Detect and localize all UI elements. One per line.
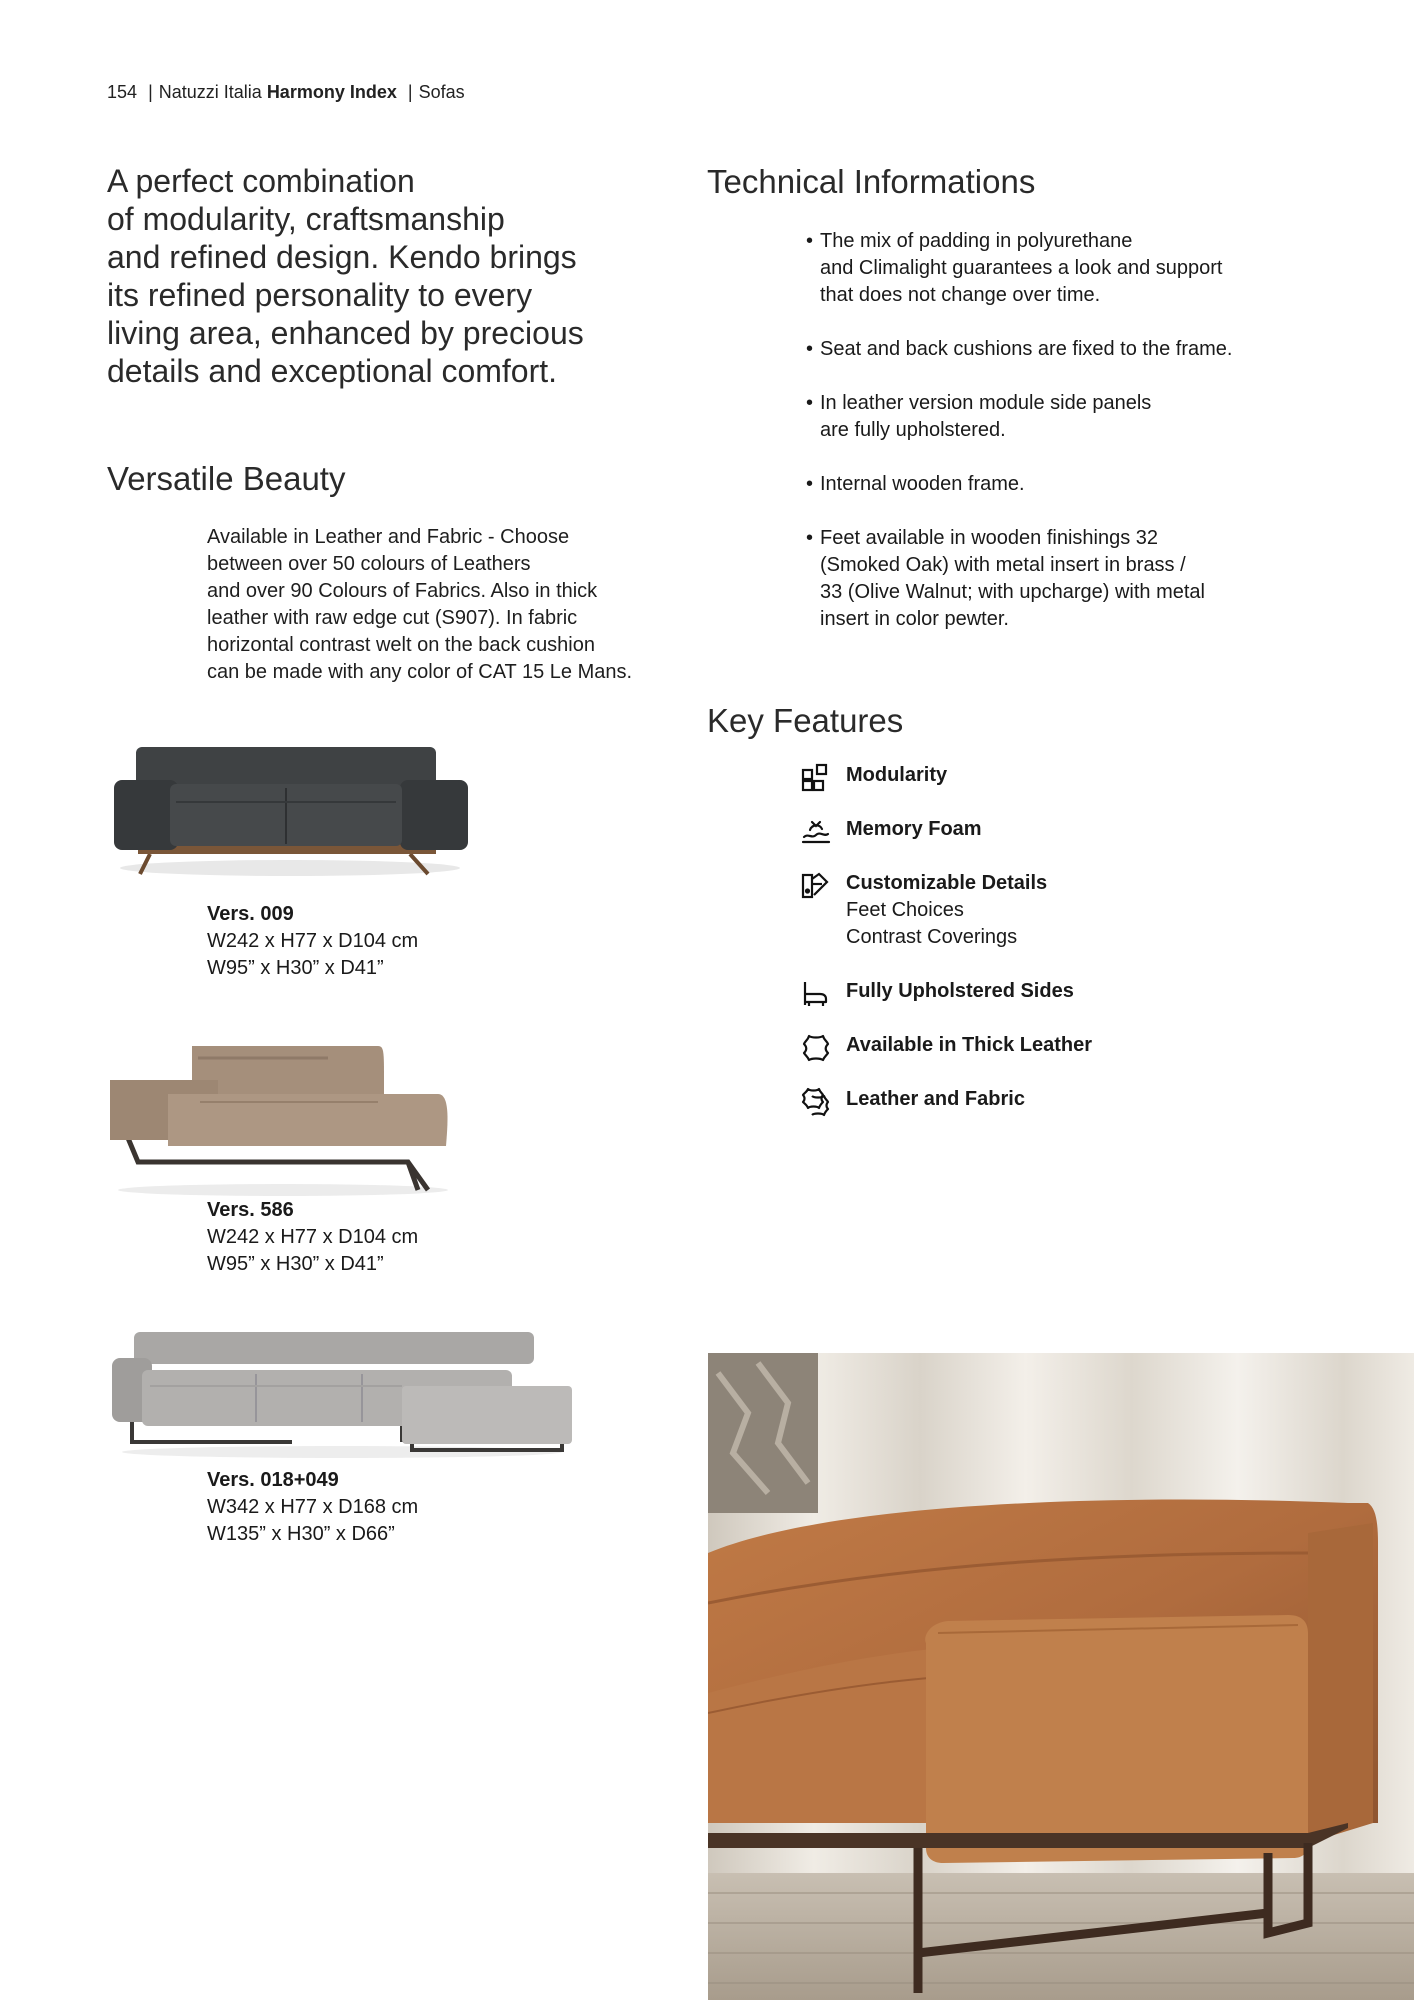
sofa-image-009	[110, 740, 470, 880]
customizable-details-icon	[800, 870, 846, 904]
versatile-text	[207, 524, 632, 686]
versatile-line: horizontal contrast welt on the back cushion	[207, 634, 595, 656]
feature-subtitle: Feet Choices	[846, 899, 964, 921]
feature-title: Fully Upholstered Sides	[846, 980, 1074, 1002]
technical-line: Seat and back cushions are fixed to the frame.	[820, 338, 1233, 360]
bullet-icon: •	[806, 473, 814, 495]
memory-foam-icon	[800, 816, 846, 850]
technical-item	[806, 390, 1286, 444]
intro-line: details and exceptional comfort.	[107, 353, 558, 389]
technical-line: Internal wooden frame.	[820, 473, 1025, 495]
sofa-image-586	[108, 1040, 458, 1200]
feature-title: Customizable Details	[846, 872, 1048, 894]
technical-line: are fully upholstered.	[820, 419, 1006, 441]
sofa-image-018-049	[112, 1330, 582, 1460]
leather-fabric-icon	[800, 1086, 846, 1120]
version-label: Vers. 586	[207, 1199, 294, 1221]
thick-leather-icon	[800, 1032, 846, 1066]
feature-subtitle: Contrast Coverings	[846, 926, 1018, 948]
technical-item	[806, 228, 1286, 309]
intro-line: living area, enhanced by precious	[107, 315, 584, 351]
versatile-line: can be made with any color of CAT 15 Le Mans.	[207, 661, 633, 683]
technical-line: 33 (Olive Walnut; with upcharge) with metal	[820, 581, 1205, 603]
page-header: 154 | Natuzzi Italia Harmony Index | Sofas	[107, 82, 465, 102]
index-name: Harmony Index	[266, 82, 397, 102]
brand-name: Natuzzi Italia	[158, 82, 262, 102]
bullet-icon: •	[806, 230, 814, 252]
sofa-caption	[207, 901, 418, 982]
technical-line: that does not change over time.	[820, 284, 1101, 306]
bullet-icon: •	[806, 527, 814, 549]
page-number: 154	[107, 82, 138, 102]
version-label: Vers. 018+049	[207, 1469, 339, 1491]
dimensions-inch: W95” x H30” x D41”	[207, 1253, 384, 1275]
sofa-caption	[207, 1467, 418, 1548]
features-title: Key Features	[707, 702, 904, 739]
intro-line: of modularity, craftsmanship	[107, 201, 505, 237]
technical-list	[806, 228, 1286, 660]
feature-item	[800, 762, 947, 796]
section-name: Sofas	[418, 82, 465, 102]
feature-title: Leather and Fabric	[846, 1088, 1025, 1110]
feature-item	[800, 870, 1047, 951]
dimensions-inch: W95” x H30” x D41”	[207, 957, 384, 979]
feature-title: Available in Thick Leather	[846, 1034, 1093, 1056]
dimensions-cm: W242 x H77 x D104 cm	[207, 930, 419, 952]
dimensions-inch: W135” x H30” x D66”	[207, 1523, 395, 1545]
bullet-icon: •	[806, 338, 814, 360]
versatile-line: between over 50 colours of Leathers	[207, 553, 531, 575]
technical-item	[806, 336, 1286, 363]
technical-line: The mix of padding in polyurethane	[820, 230, 1133, 252]
feature-item	[800, 816, 982, 850]
intro-text	[107, 162, 667, 390]
technical-line: Feet available in wooden finishings 32	[820, 527, 1158, 549]
feature-title: Memory Foam	[846, 818, 982, 840]
bullet-icon: •	[806, 392, 814, 414]
versatile-line: Available in Leather and Fabric - Choose	[207, 526, 570, 548]
versatile-line: and over 90 Colours of Fabrics. Also in thick	[207, 580, 598, 602]
dimensions-cm: W342 x H77 x D168 cm	[207, 1496, 419, 1518]
modularity-icon	[800, 762, 846, 796]
versatile-line: leather with raw edge cut (S907). In fabric	[207, 607, 578, 629]
lifestyle-photo	[708, 1353, 1414, 2000]
sofa-caption	[207, 1197, 418, 1278]
intro-line: A perfect combination	[107, 163, 415, 199]
feature-item	[800, 1086, 1025, 1120]
technical-item	[806, 525, 1286, 633]
feature-item	[800, 978, 1074, 1012]
versatile-title: Versatile Beauty	[107, 460, 346, 497]
technical-line: In leather version module side panels	[820, 392, 1152, 414]
technical-line: insert in color pewter.	[820, 608, 1009, 630]
dimensions-cm: W242 x H77 x D104 cm	[207, 1226, 419, 1248]
technical-line: and Climalight guarantees a look and support	[820, 257, 1223, 279]
version-label: Vers. 009	[207, 903, 294, 925]
intro-line: and refined design. Kendo brings	[107, 239, 577, 275]
technical-line: (Smoked Oak) with metal insert in brass /	[820, 554, 1186, 576]
feature-item	[800, 1032, 1092, 1066]
technical-item	[806, 471, 1286, 498]
intro-line: its refined personality to every	[107, 277, 533, 313]
feature-title: Modularity	[846, 764, 948, 786]
technical-title: Technical Informations	[707, 163, 1036, 200]
upholstered-sides-icon	[800, 978, 846, 1012]
